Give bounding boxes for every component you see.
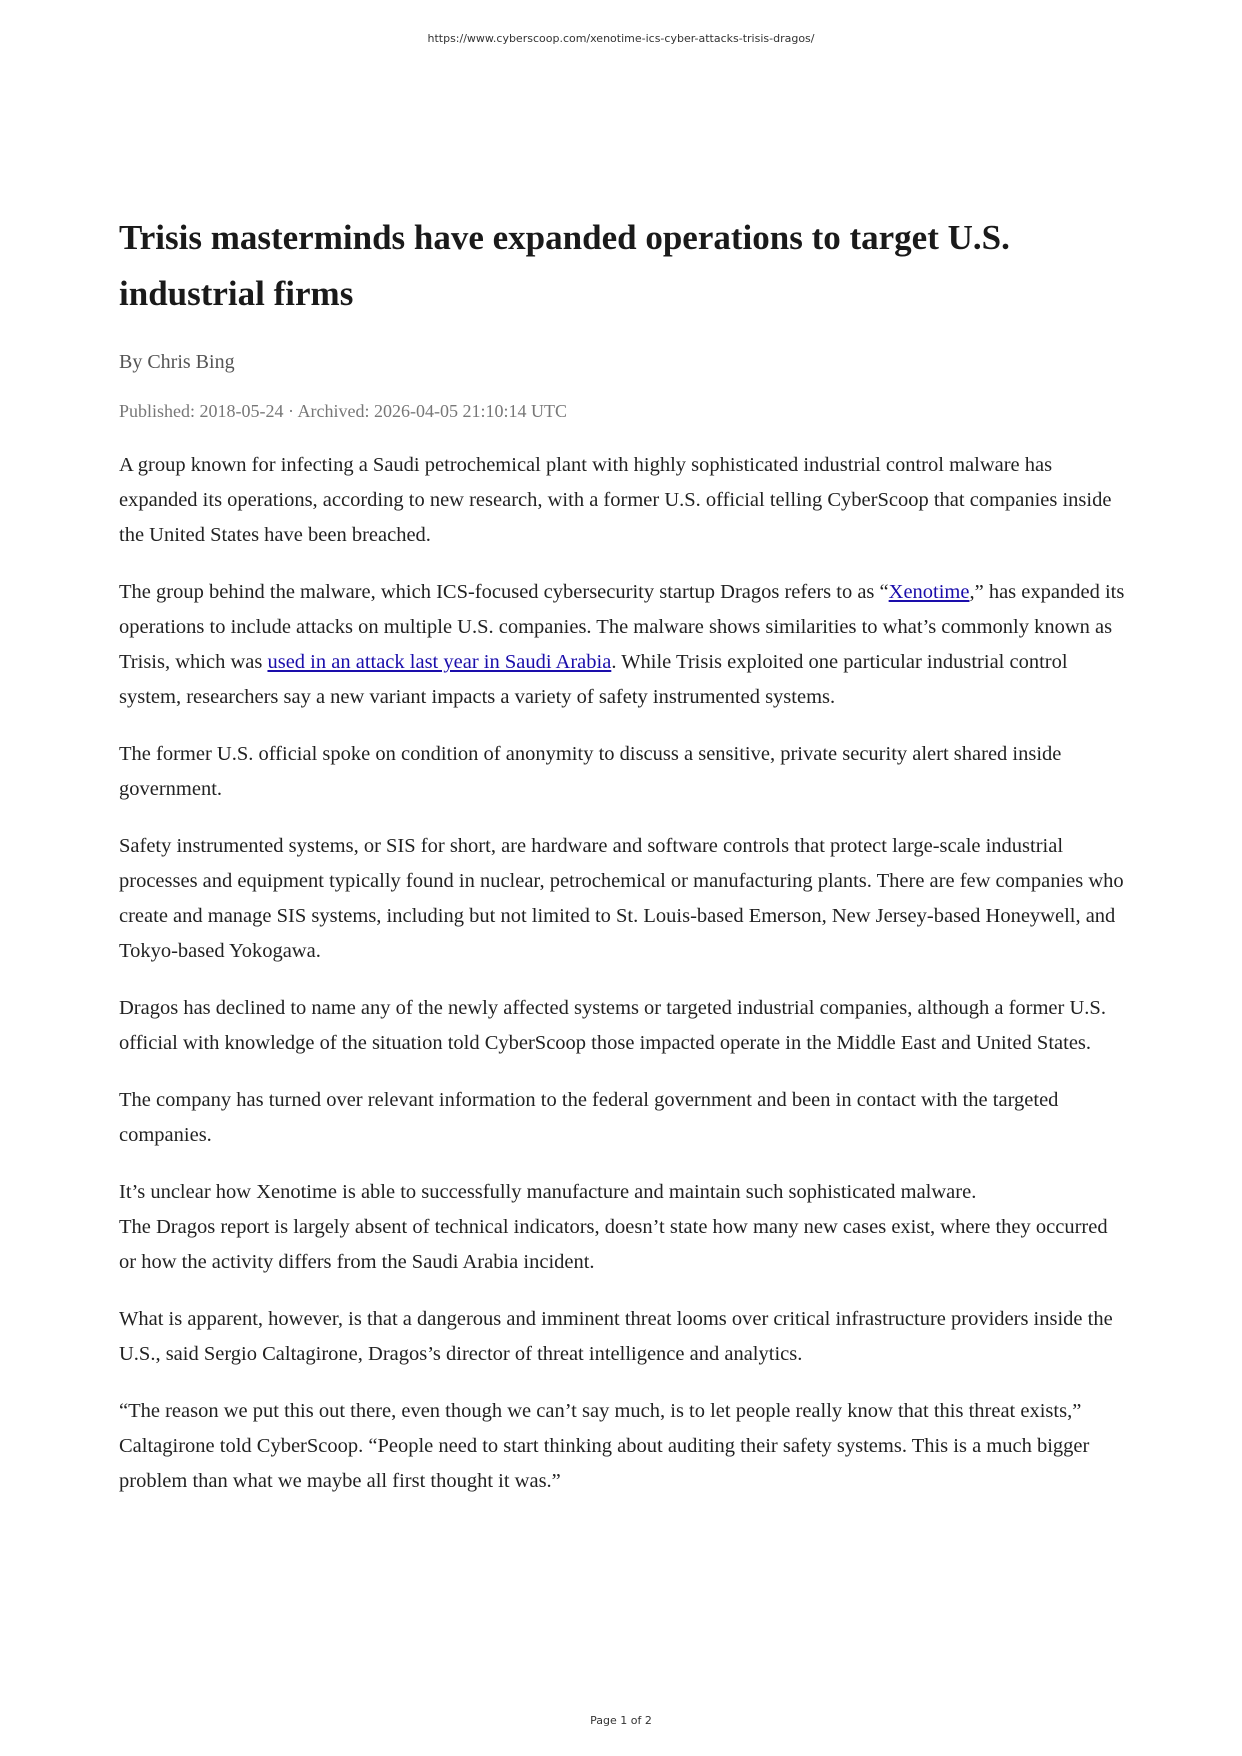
source-url: https://www.cyberscoop.com/xenotime-ics-cyber-attacks-trisis-dragos/ bbox=[427, 32, 815, 45]
paragraph-2-text-c: . While Trisis exploited one particular industrial control system, researchers say a new variant impacts a variety of safety instrumented systems. bbox=[119, 651, 1068, 708]
paragraph-6: The company has turned over relevant information to the federal government and been in contact with the targeted companies. bbox=[119, 1089, 1059, 1146]
xenotime-link[interactable]: Xenotime bbox=[888, 581, 970, 603]
saudi-attack-link[interactable]: used in an attack last year in Saudi Arabia bbox=[267, 651, 612, 673]
paragraph-7-line-2: The Dragos report is largely absent of technical indicators, doesn’t state how many new cases exist, where they occurred or how the activity differs from the Saudi Arabia incident. bbox=[119, 1216, 1108, 1273]
paragraph-8: What is apparent, however, is that a dangerous and imminent threat looms over critical infrastructure providers inside the U.S., said Sergio Caltagirone, Dragos’s director of threat intelligence and analytics. bbox=[119, 1308, 1113, 1365]
paragraph-2-text-b: ,” has expanded its operations to include attacks on multiple U.S. companies. The malware shows similarities to what’s commonly known as Trisis, which was bbox=[119, 581, 1125, 673]
article-body bbox=[119, 448, 1129, 1499]
paragraph-5: Dragos has declined to name any of the newly affected systems or targeted industrial companies, although a former U.S. official with knowledge of the situation told CyberScoop those impacted operate in the Middle East and United States. bbox=[119, 997, 1106, 1054]
page-number: Page 1 of 2 bbox=[590, 1714, 652, 1727]
byline: By Chris Bing bbox=[119, 351, 235, 373]
paragraph-2 bbox=[119, 575, 1129, 715]
article bbox=[119, 210, 1129, 1521]
paragraph-2-text-a: The group behind the malware, which ICS-focused cybersecurity startup Dragos refers to as “ bbox=[119, 581, 889, 603]
article-title: Trisis masterminds have expanded operations to target U.S. industrial firms bbox=[119, 218, 1010, 313]
paragraph-3: The former U.S. official spoke on condition of anonymity to discuss a sensitive, private security alert shared inside government. bbox=[119, 743, 1062, 800]
paragraph-7 bbox=[119, 1175, 1129, 1280]
paragraph-4: Safety instrumented systems, or SIS for short, are hardware and software controls that protect large-scale industrial processes and equipment typically found in nuclear, petrochemical or manufacturing plants. There are few companies who create and manage SIS systems, including but not limited to St. Louis-based Emerson, New Jersey-based Honeywell, and Tokyo-based Yokogawa. bbox=[119, 835, 1124, 962]
paragraph-7-line-1: It’s unclear how Xenotime is able to successfully manufacture and maintain such sophisticated malware. bbox=[119, 1181, 977, 1203]
paragraph-9: “The reason we put this out there, even though we can’t say much, is to let people really know that this threat exists,” Caltagirone told CyberScoop. “People need to start thinking about auditing their safety systems. This is a much bigger problem than what we maybe all first thought it was.” bbox=[119, 1400, 1090, 1492]
paragraph-1: A group known for infecting a Saudi petrochemical plant with highly sophisticated industrial control malware has expanded its operations, according to new research, with a former U.S. official telling CyberScoop that companies inside the United States have been breached. bbox=[119, 454, 1112, 546]
publish-meta: Published: 2018-05-24 · Archived: 2026-04-05 21:10:14 UTC bbox=[119, 401, 567, 421]
